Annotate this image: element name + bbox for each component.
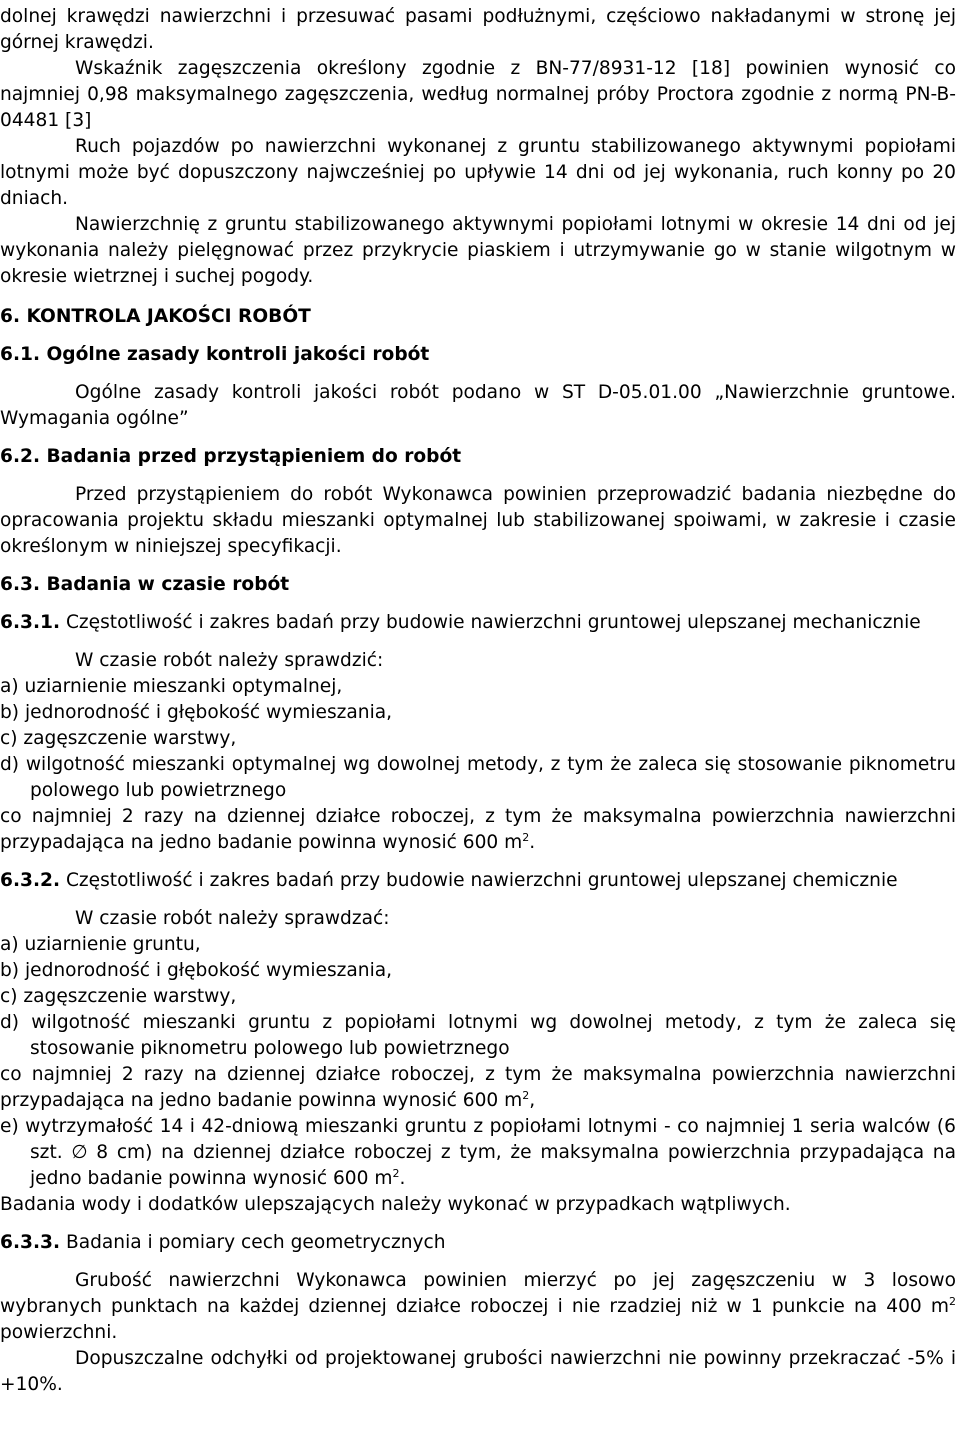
paragraph-traffic: Ruch pojazdów po nawierzchni wykonanej z gruntu stabilizowanego aktywnymi popiołami lotnymi może być dopuszczony najwcześniej po upływie 14 dni od jej wykonania, ruch konny po 20 dniach. xyxy=(0,136,956,209)
section-6-1-body: Ogólne zasady kontroli jakości robót podano w ST D-05.01.00 „Nawierzchnie gruntowe. Wymagania ogólne” xyxy=(0,382,956,429)
item-e-text-cont: 8 cm) na dziennej działce roboczej z tym, że maksymalna powierzchnia przypadająca na jedno badanie powinna wynosić 600 m xyxy=(30,1142,956,1189)
list-item: d) wilgotność mieszanki gruntu z popiołami lotnymi wg dowolnej metody, z tym że zaleca się stosowanie piknometru polowego lub powietrznego xyxy=(0,1012,956,1059)
section-6-3-3-body1 xyxy=(0,1268,956,1346)
paragraph-continued: dolnej krawędzi nawierzchni i przesuwać pasami podłużnymi, częściowo nakładanymi w stronę jej górnej krawędzi. xyxy=(0,6,956,53)
section-6-3-3-number: 6.3.3. xyxy=(0,1232,61,1253)
section-6-3-3-heading xyxy=(0,1230,956,1256)
list-item: c) zagęszczenie warstwy, xyxy=(0,728,237,749)
section-6-2-body: Przed przystąpieniem do robót Wykonawca powinien przeprowadzić badania niezbędne do opracowania projektu składu mieszanki optymalnej lub stabilizowanej spoiwami, w zakresie i czasie określonym w niniejszej specyfikacji. xyxy=(0,484,956,557)
section-6-3-2-number: 6.3.2. xyxy=(0,870,61,891)
section-6-3-2-frequency xyxy=(0,1062,956,1114)
paragraph-curing: Nawierzchnię z gruntu stabilizowanego aktywnymi popiołami lotnymi w okresie 14 dni od jej wykonania należy pielęgnować przez przykrycie piaskiem i utrzymywanie go w stanie wilgotnym w okresie wietrznej i suchej pogody. xyxy=(0,214,956,287)
superscript: 2 xyxy=(392,1166,400,1180)
section-6-3-2-intro: W czasie robót należy sprawdzać: xyxy=(75,908,390,929)
item-e-text: e) wytrzymałość 14 i 42-dniową mieszanki gruntu z popiołami lotnymi - co najmniej 1 seria walców (6 szt. xyxy=(0,1116,956,1163)
section-6-1-heading: 6.1. Ogólne zasady kontroli jakości robót xyxy=(0,344,430,365)
superscript: 2 xyxy=(522,1088,530,1102)
section-6-3-3-title: Badania i pomiary cech geometrycznych xyxy=(65,1232,446,1253)
section-6-3-1-frequency xyxy=(0,804,956,856)
frequency-end: , xyxy=(529,1090,536,1111)
list-item: a) uziarnienie gruntu, xyxy=(0,934,201,955)
list-item-e xyxy=(0,1114,956,1192)
section-6-3-2-final: Badania wody i dodatków ulepszających należy wykonać w przypadkach wątpliwych. xyxy=(0,1194,791,1215)
list-item: c) zagęszczenie warstwy, xyxy=(0,986,237,1007)
section-6-3-3-body2: Dopuszczalne odchyłki od projektowanej grubości nawierzchni nie powinny przekraczać -5% i +10%. xyxy=(0,1348,956,1395)
section-6-3-1-number: 6.3.1. xyxy=(0,612,61,633)
section-6-heading: 6. KONTROLA JAKOŚCI ROBÓT xyxy=(0,306,311,327)
frequency-end: . xyxy=(529,832,536,853)
section-6-3-2-title: Częstotliwość i zakres badań przy budowie nawierzchni gruntowej ulepszanej chemicznie xyxy=(65,870,898,891)
frequency-text: co najmniej 2 razy na dziennej działce roboczej, z tym że maksymalna powierzchnia nawierzchni przypadająca na jedno badanie powinna wynosić 600 m xyxy=(0,806,956,853)
thickness-text: Grubość nawierzchni Wykonawca powinien mierzyć po jej zagęszczeniu w 3 losowo wybranych punktach na każdej dziennej działce roboczej i nie rzadziej niż w 1 punkcie na 400 m xyxy=(0,1270,956,1317)
section-6-3-1-list xyxy=(0,674,956,804)
superscript: 2 xyxy=(522,830,530,844)
item-e-end: . xyxy=(399,1168,406,1189)
section-6-3-heading: 6.3. Badania w czasie robót xyxy=(0,574,290,595)
list-item: b) jednorodność i głębokość wymieszania, xyxy=(0,960,393,981)
thickness-end: powierzchni. xyxy=(0,1322,118,1343)
frequency-text: co najmniej 2 razy na dziennej działce roboczej, z tym że maksymalna powierzchnia nawierzchni przypadająca na jedno badanie powinna wynosić 600 m xyxy=(0,1064,956,1111)
list-item: b) jednorodność i głębokość wymieszania, xyxy=(0,702,393,723)
section-6-3-2-heading xyxy=(0,868,956,894)
section-6-2-heading: 6.2. Badania przed przystąpieniem do robót xyxy=(0,446,462,467)
section-6-3-1-intro: W czasie robót należy sprawdzić: xyxy=(75,650,384,671)
section-6-3-1-title: Częstotliwość i zakres badań przy budowie nawierzchni gruntowej ulepszanej mechanicznie xyxy=(65,612,921,633)
section-6-3-2-list xyxy=(0,932,956,1062)
diameter-icon: ∅ xyxy=(71,1142,88,1163)
paragraph-compaction: Wskaźnik zagęszczenia określony zgodnie z BN-77/8931-12 [18] powinien wynosić co najmniej 0,98 maksymalnego zagęszczenia, według normalnej próby Proctora zgodnie z normą PN-B-04481 [3] xyxy=(0,58,956,131)
section-6-3-1-heading xyxy=(0,610,956,636)
superscript: 2 xyxy=(949,1294,956,1308)
list-item: d) wilgotność mieszanki optymalnej wg dowolnej metody, z tym że zaleca się stosowanie piknometru polowego lub powietrznego xyxy=(0,754,956,801)
list-item: a) uziarnienie mieszanki optymalnej, xyxy=(0,676,343,697)
